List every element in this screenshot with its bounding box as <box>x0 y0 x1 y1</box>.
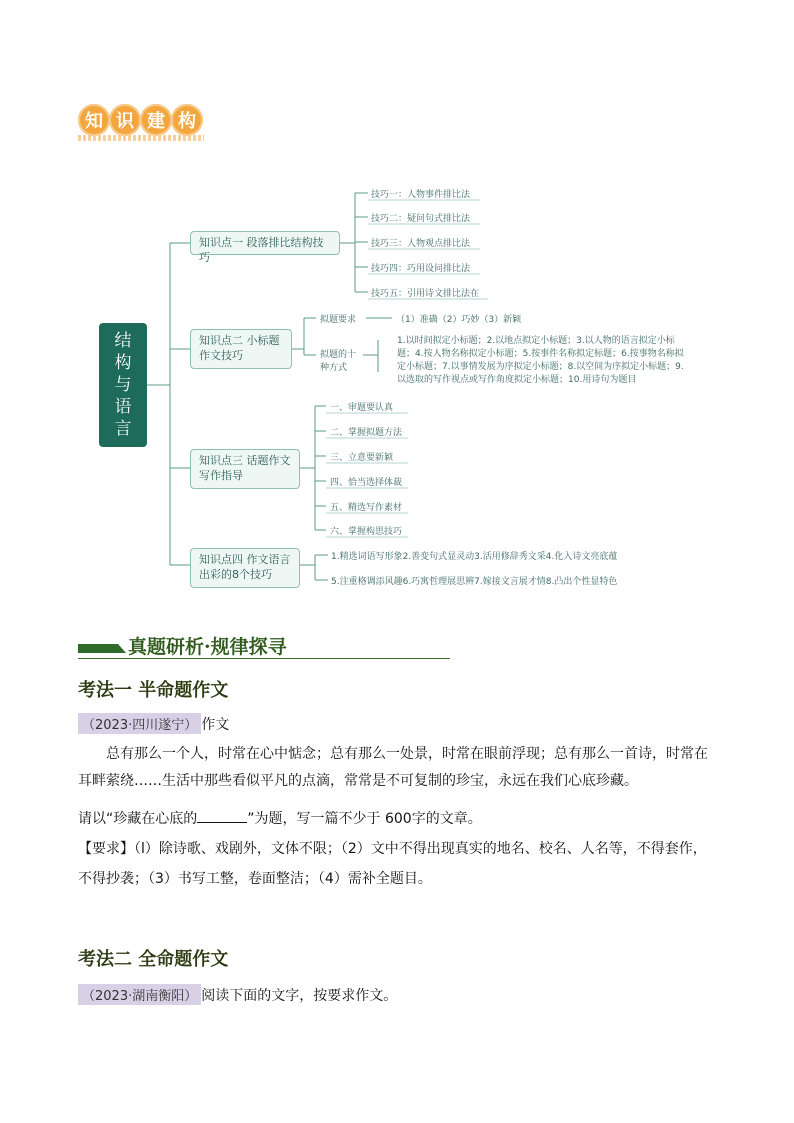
node-label: 知识点三 话题作文 <box>199 454 291 467</box>
leaf-item: 一、审题要认真 <box>330 403 394 413</box>
bubble-char: 构 <box>171 104 203 136</box>
source-suffix: 作文 <box>201 717 230 733</box>
node-label: 作文技巧 <box>199 349 243 362</box>
bubble-char: 知 <box>78 104 110 136</box>
leaf-item: 技巧五：引用诗文排比法在 <box>371 289 480 299</box>
root-char: 结 <box>114 331 132 351</box>
method1-requirements: 【要求】（l）除诗歌、戏剧外，文体不限；（2）文中不得出现真实的地名、校名、人名等，不得套作，不得抄袭；（3）书写工整，卷面整洁；（4）需补全题目。 <box>78 841 707 887</box>
section-title: 真题研析·规律探寻 <box>128 636 287 658</box>
leaf-item: 技巧二：疑问句式排比法 <box>371 214 471 224</box>
source-suffix: 阅读下面的文字，按要求作文。 <box>201 988 398 1004</box>
prompt-pre: 请以“珍藏在心底的 <box>78 811 198 827</box>
knowledge-node-4 <box>190 548 300 588</box>
leaf-item: 技巧四：巧用设问排比法 <box>371 264 471 274</box>
method1-prompt <box>78 808 482 828</box>
node-label: 出彩的8个技巧 <box>199 568 272 581</box>
node-label: 知识点二 小标题 <box>199 334 280 347</box>
mind-map-root <box>99 323 147 447</box>
sub-label-methods <box>320 349 356 375</box>
knowledge-node-3 <box>190 449 300 489</box>
root-char: 语 <box>114 397 132 417</box>
method2-source <box>78 984 397 1005</box>
root-char: 与 <box>114 375 132 395</box>
node-label: 写作指导 <box>199 469 243 482</box>
source-tag: （2023·湖南衡阳） <box>78 984 201 1005</box>
node-label: 知识点四 作文语言 <box>199 553 291 566</box>
sub-value-methods: 1.以时间拟定小标题；2.以地点拟定小标题；3.以人物的语言拟定小标题；4.按人物名称拟定小标题；5.按事件名称拟定标题；6.按事物名称拟定小标题；7.以事情发展为序拟定小标题；8.以空间为序拟定小标题；9.以选取的写作视点或写作角度拟定小标题；10.用诗句为题目 <box>397 336 684 385</box>
leaf-item: 二、掌握拟题方法 <box>330 428 403 438</box>
leaf-item: 技巧一：人物事件排比法 <box>371 190 471 200</box>
title-blank <box>197 810 247 823</box>
method1-passage: 总有那么一个人，时常在心中惦念；总有那么一处景，时常在眼前浮现；总有那么一首诗，时常在耳畔萦绕……生活中那些看似平凡的点滴，常常是不可复制的珍宝，永远在我们心底珍藏。 <box>78 746 708 789</box>
prompt-post: ”为题，写一篇不少于 600字的文章。 <box>247 811 482 827</box>
knowledge-node-2 <box>190 329 292 369</box>
section-bar-arrow <box>118 644 126 653</box>
leaf-item: 技巧三：人物观点排比法 <box>371 239 471 249</box>
leaf-item: 五、精选写作素材 <box>330 503 403 513</box>
method1-heading: 考法一 半命题作文 <box>78 680 229 701</box>
sub-label-line: 拟题的十 <box>320 350 357 360</box>
section-header <box>78 630 450 659</box>
section-bar <box>78 644 118 653</box>
node-label: 知识点一 段落排比结构技巧 <box>199 236 324 264</box>
leaf-item: 1.精选词语写形象2.善变句式显灵动3.活用修辞秀文采4.化入诗文亮底蕴 <box>331 552 618 562</box>
method1-source <box>78 713 229 734</box>
leaf-item: 六、掌握构思技巧 <box>330 527 403 537</box>
leaf-item: 四、恰当选择体裁 <box>330 478 403 488</box>
root-char: 言 <box>114 419 132 439</box>
sub-value-requirements: （1）准确（2）巧妙（3）新颖 <box>396 315 522 325</box>
method2-heading: 考法二 全命题作文 <box>78 949 229 970</box>
leaf-item: 三、立意要新颖 <box>330 453 394 463</box>
root-char: 构 <box>114 353 132 373</box>
leaf-item: 5.注重格调添风趣6.巧寓哲理展思辨7.嫁接文言展才情8.凸出个性显特色 <box>331 577 618 587</box>
sub-label-line: 种方式 <box>320 363 348 373</box>
sub-label-requirements: 拟题要求 <box>320 315 357 325</box>
bubble-char: 识 <box>109 104 141 136</box>
bubble-char: 建 <box>140 104 172 136</box>
source-tag: （2023·四川遂宁） <box>78 713 201 734</box>
knowledge-node-1 <box>190 231 340 264</box>
